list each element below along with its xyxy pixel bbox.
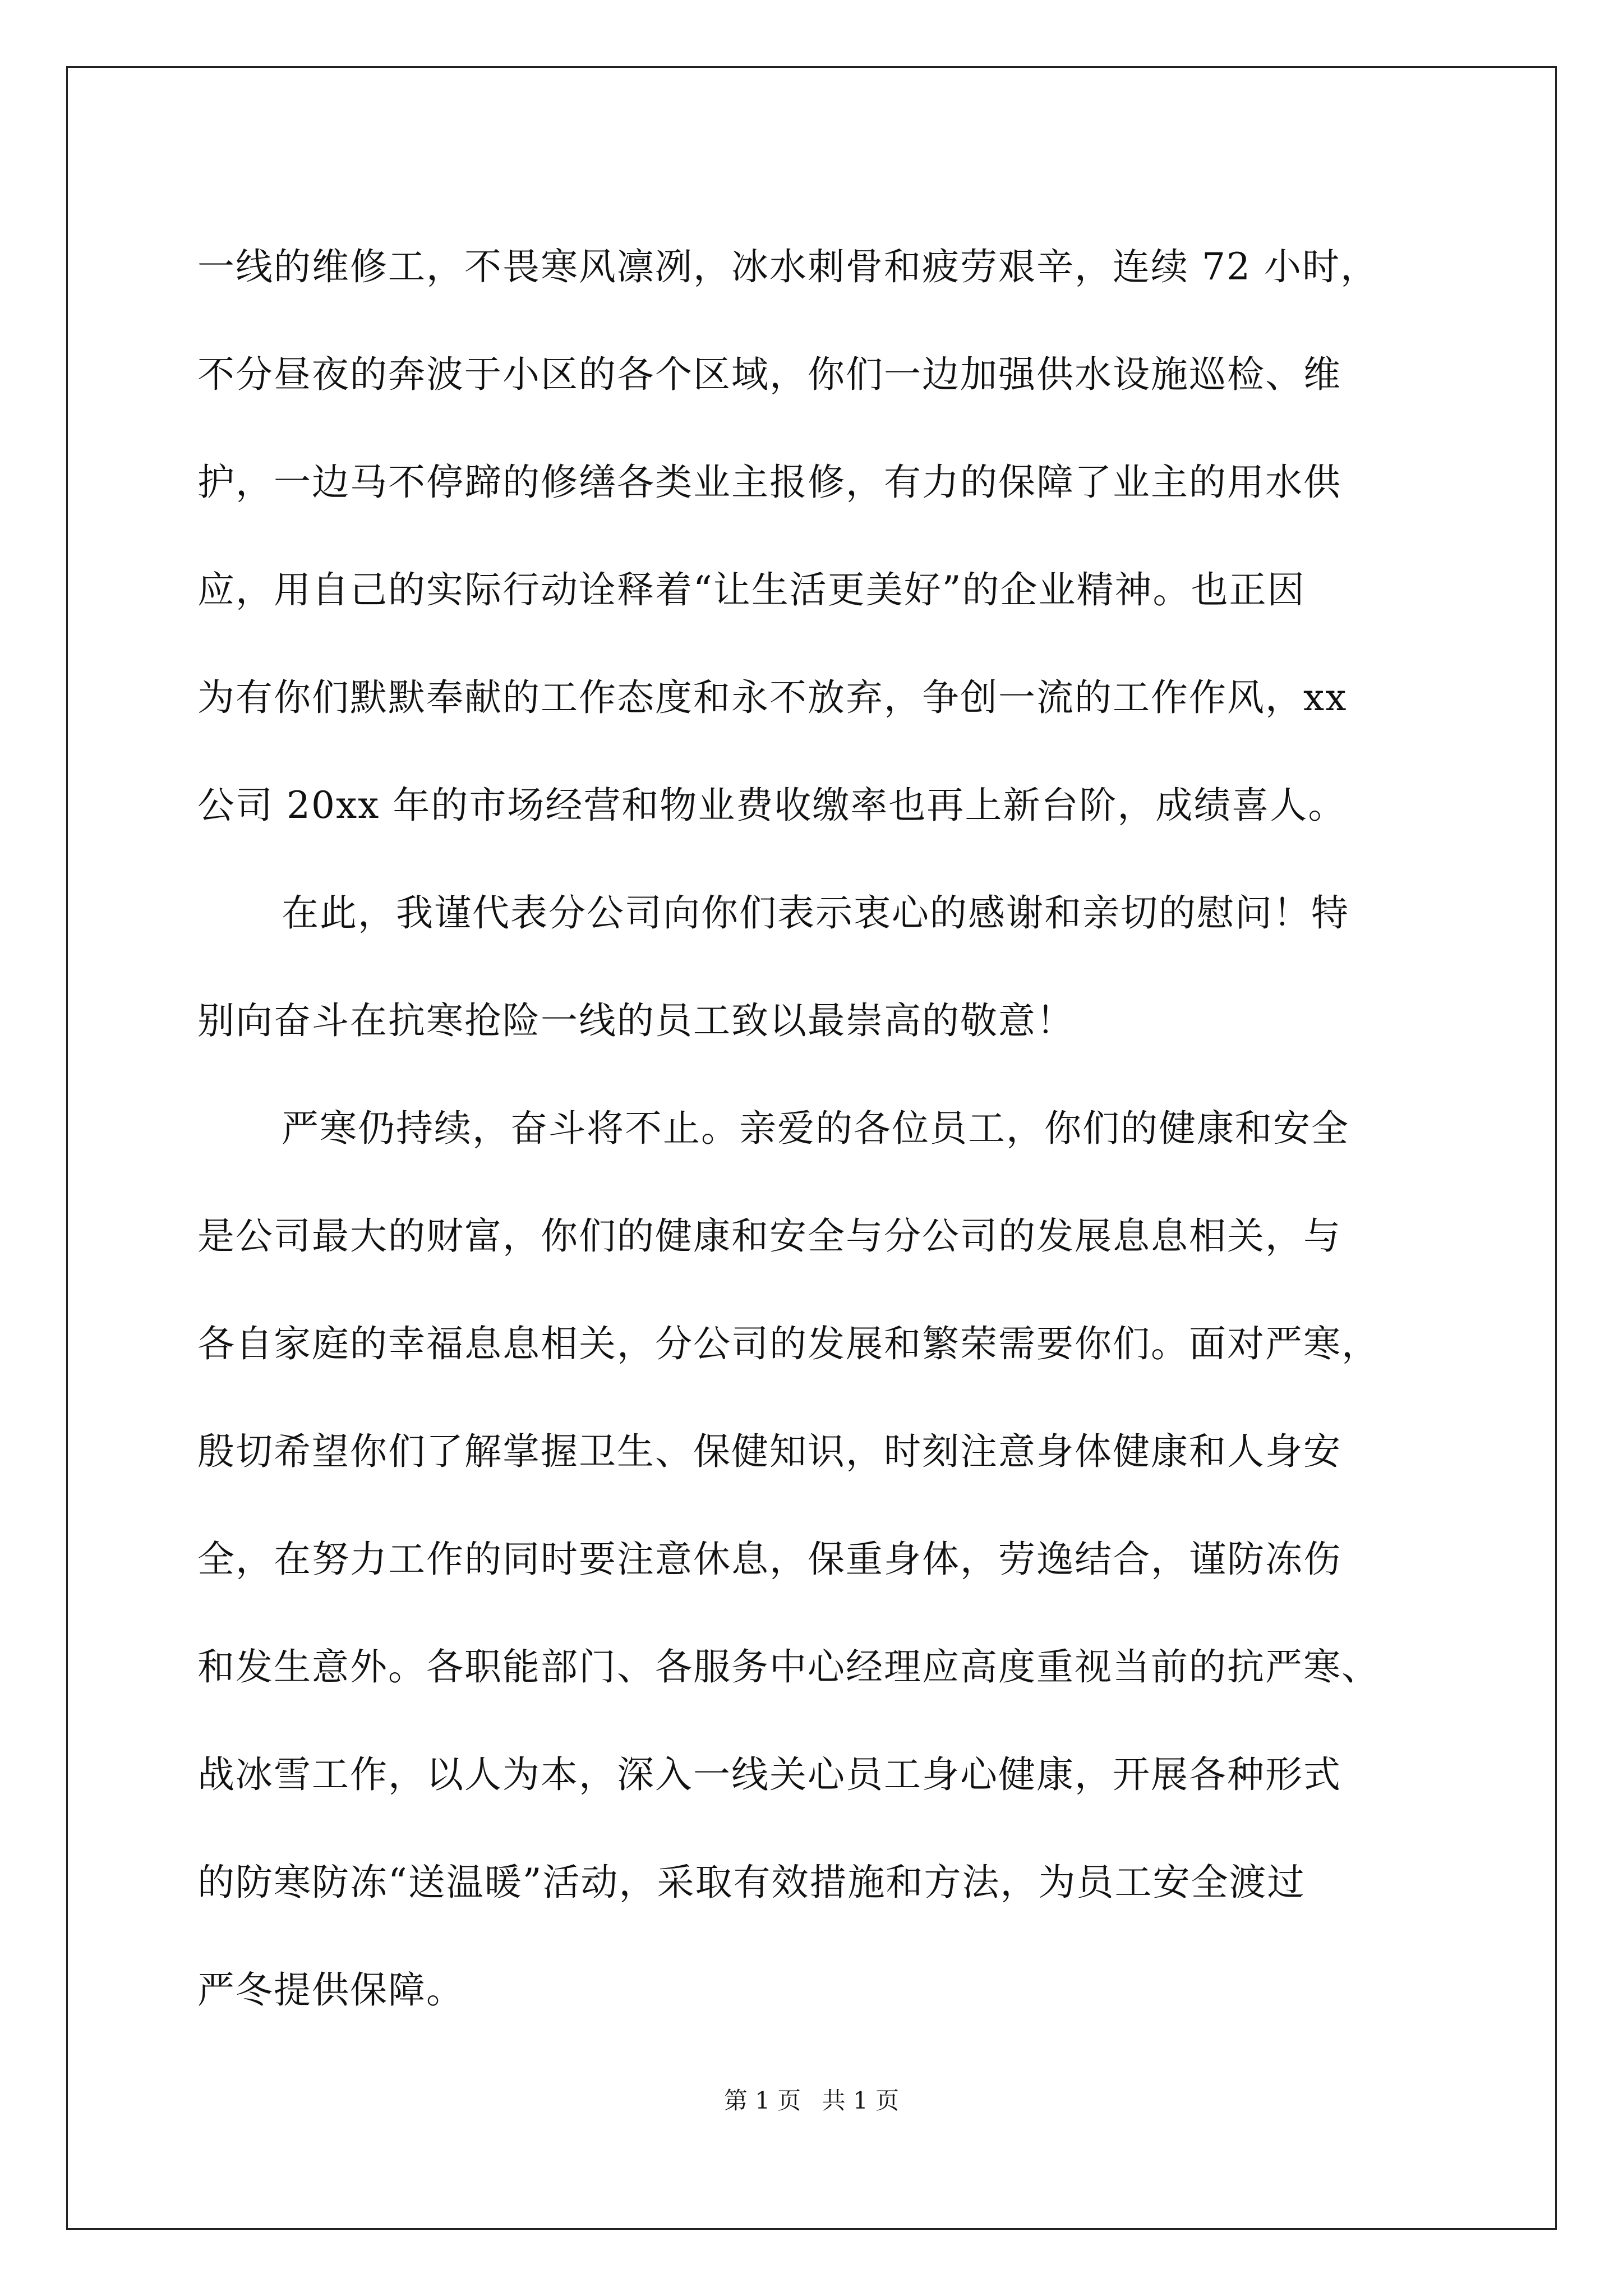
text-line: 各自家庭的幸福息息相关，分公司的发展和繁荣需要你们。面对严寒， (197, 1322, 1380, 1365)
document-body (197, 213, 1431, 2044)
page-footer (0, 2084, 1623, 2118)
text-line: 公司 20xx 年的市场经营和物业费收缴率也再上新台阶，成绩喜人。 (197, 784, 1347, 827)
page-number-current: 第 1 页 (723, 2087, 801, 2114)
text-line: 护，一边马不停蹄的修缮各类业主报修，有力的保障了业主的用水供 (197, 461, 1341, 504)
text-line: 全，在努力工作的同时要注意休息，保重身体，劳逸结合，谨防冻伤 (197, 1538, 1341, 1581)
text-line: 是公司最大的财富，你们的健康和安全与分公司的发展息息相关，与 (197, 1214, 1341, 1258)
text-line: 在此，我谨代表分公司向你们表示衷心的感谢和亲切的慰问！特 (282, 891, 1349, 935)
text-line: 和发生意外。各职能部门、各服务中心经理应高度重视当前的抗严寒、 (197, 1645, 1380, 1688)
text-line: 别向奋斗在抗寒抢险一线的员工致以最崇高的敬意！ (197, 999, 1075, 1042)
text-line: 为有你们默默奉献的工作态度和永不放弃，争创一流的工作作风，xx (197, 676, 1348, 719)
text-line: 的防寒防冻“送温暖”活动，采取有效措施和方法，为员工安全渡过 (197, 1861, 1306, 1904)
text-line: 一线的维修工，不畏寒风凛冽，冰水刺骨和疲劳艰辛，连续 72 小时， (197, 245, 1378, 288)
text-line: 不分昼夜的奔波于小区的各个区域，你们一边加强供水设施巡检、维 (197, 353, 1341, 396)
text-line: 严冬提供保障。 (197, 1968, 464, 2012)
text-line: 应，用自己的实际行动诠释着“让生活更美好”的企业精神。也正因 (197, 568, 1306, 611)
text-line: 严寒仍持续，奋斗将不止。亲爱的各位员工，你们的健康和安全 (282, 1107, 1349, 1150)
text-line: 殷切希望你们了解掌握卫生、保健知识，时刻注意身体健康和人身安 (197, 1430, 1341, 1473)
text-line: 战冰雪工作，以人为本，深入一线关心员工身心健康，开展各种形式 (197, 1753, 1341, 1796)
page-number-total: 共 1 页 (822, 2087, 900, 2114)
